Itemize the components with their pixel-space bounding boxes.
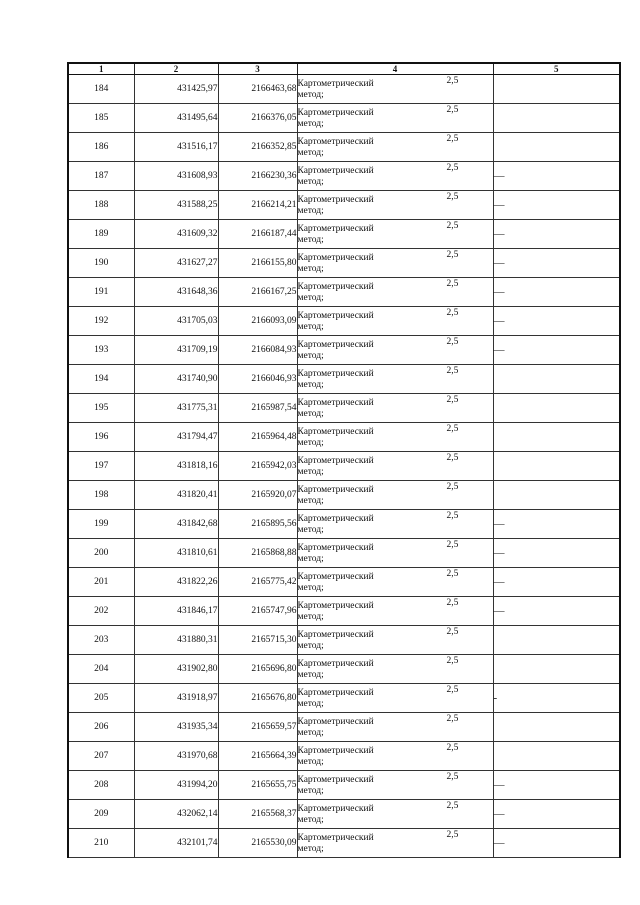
point-number-cell: 201 [68,568,134,597]
method-name: Картометрический [297,165,374,176]
method-suffix: метод; [297,553,324,564]
y-coordinate-cell: 2166230,36 [218,162,297,191]
precision-value: 2,5 [446,482,459,492]
x-coordinate-cell: 431880,31 [134,626,218,655]
precision-value: 2,5 [446,714,459,724]
y-coordinate-cell: 2166352,85 [218,133,297,162]
note-cell [493,104,620,133]
method-cell [297,539,493,568]
method-suffix: метод; [297,408,324,419]
method-name: Картометрический [297,629,374,640]
precision-value: 2,5 [446,337,459,347]
note-cell: — [493,597,620,626]
method-cell [297,568,493,597]
y-coordinate-cell: 2166463,68 [218,75,297,104]
y-coordinate-cell: 2165747,96 [218,597,297,626]
method-cell [297,510,493,539]
method-cell [297,684,493,713]
method-cell [297,829,493,858]
method-suffix: метод; [297,205,324,216]
method-suffix: метод; [297,843,324,854]
y-coordinate-cell: 2165664,39 [218,742,297,771]
method-suffix: метод; [297,495,324,506]
point-number-cell: 188 [68,191,134,220]
note-cell: — [493,568,620,597]
x-coordinate-cell: 431709,19 [134,336,218,365]
y-coordinate-cell: 2165775,42 [218,568,297,597]
precision-value: 2,5 [446,395,459,405]
y-coordinate-cell: 2165987,54 [218,394,297,423]
table-row [68,191,620,220]
note-cell: — [493,800,620,829]
method-suffix: метод; [297,611,324,622]
header-col-4: 4 [297,63,493,75]
precision-value: 2,5 [446,743,459,753]
point-number-cell: 191 [68,278,134,307]
x-coordinate-cell: 431425,97 [134,75,218,104]
y-coordinate-cell: 2165659,57 [218,713,297,742]
method-name: Картометрический [297,774,374,785]
method-cell [297,75,493,104]
y-coordinate-cell: 2165920,07 [218,481,297,510]
table-row [68,452,620,481]
method-suffix: метод; [297,321,324,332]
x-coordinate-cell: 431609,32 [134,220,218,249]
x-coordinate-cell: 431902,80 [134,655,218,684]
method-suffix: метод; [297,669,324,680]
note-cell [493,481,620,510]
precision-value: 2,5 [446,105,459,115]
table-row [68,684,620,713]
method-suffix: метод; [297,234,324,245]
x-coordinate-cell: 431994,20 [134,771,218,800]
method-name: Картометрический [297,832,374,843]
table-row [68,510,620,539]
note-cell: — [493,162,620,191]
y-coordinate-cell: 2166214,21 [218,191,297,220]
method-suffix: метод; [297,292,324,303]
method-cell [297,278,493,307]
note-cell [493,742,620,771]
point-number-cell: 200 [68,539,134,568]
table-body [68,75,620,858]
note-cell: — [493,249,620,278]
point-number-cell: 199 [68,510,134,539]
table-row [68,365,620,394]
method-cell [297,452,493,481]
method-name: Картометрический [297,571,374,582]
x-coordinate-cell: 431918,97 [134,684,218,713]
table-row [68,597,620,626]
point-number-cell: 197 [68,452,134,481]
point-number-cell: 184 [68,75,134,104]
method-name: Картометрический [297,368,374,379]
x-coordinate-cell: 431970,68 [134,742,218,771]
method-suffix: метод; [297,785,324,796]
point-number-cell: 204 [68,655,134,684]
method-cell [297,800,493,829]
note-cell [493,452,620,481]
table-row [68,626,620,655]
table-row [68,394,620,423]
point-number-cell: 202 [68,597,134,626]
method-suffix: метод; [297,524,324,535]
method-suffix: метод; [297,727,324,738]
y-coordinate-cell: 2165715,30 [218,626,297,655]
table-row [68,800,620,829]
y-coordinate-cell: 2165942,03 [218,452,297,481]
note-cell [493,423,620,452]
x-coordinate-cell: 431627,27 [134,249,218,278]
point-number-cell: 190 [68,249,134,278]
method-name: Картометрический [297,426,374,437]
method-cell [297,742,493,771]
method-suffix: метод; [297,437,324,448]
table-row [68,539,620,568]
table-row [68,75,620,104]
note-cell: — [493,220,620,249]
method-suffix: метод; [297,640,324,651]
x-coordinate-cell: 431608,93 [134,162,218,191]
method-cell [297,655,493,684]
method-name: Картометрический [297,600,374,611]
note-cell [493,713,620,742]
note-cell: — [493,510,620,539]
note-cell [493,365,620,394]
point-number-cell: 186 [68,133,134,162]
method-cell [297,104,493,133]
y-coordinate-cell: 2166155,80 [218,249,297,278]
coordinates-table [67,62,621,858]
table-row [68,423,620,452]
precision-value: 2,5 [446,424,459,434]
method-name: Картометрический [297,281,374,292]
note-cell: — [493,336,620,365]
x-coordinate-cell: 431820,41 [134,481,218,510]
method-name: Картометрический [297,658,374,669]
point-number-cell: 206 [68,713,134,742]
table-row [68,568,620,597]
point-number-cell: 185 [68,104,134,133]
x-coordinate-cell: 431516,17 [134,133,218,162]
point-number-cell: 195 [68,394,134,423]
method-cell [297,365,493,394]
x-coordinate-cell: 431822,26 [134,568,218,597]
method-cell [297,423,493,452]
method-suffix: метод; [297,350,324,361]
point-number-cell: 187 [68,162,134,191]
table-row [68,133,620,162]
x-coordinate-cell: 431935,34 [134,713,218,742]
method-cell [297,481,493,510]
table-row [68,104,620,133]
y-coordinate-cell: 2166187,44 [218,220,297,249]
header-col-3: 3 [218,63,297,75]
method-name: Картометрический [297,78,374,89]
point-number-cell: 196 [68,423,134,452]
y-coordinate-cell: 2165676,80 [218,684,297,713]
precision-value: 2,5 [446,627,459,637]
method-name: Картометрический [297,687,374,698]
method-cell [297,626,493,655]
method-name: Картометрический [297,716,374,727]
precision-value: 2,5 [446,801,459,811]
precision-value: 2,5 [446,685,459,695]
method-name: Картометрический [297,194,374,205]
point-number-cell: 194 [68,365,134,394]
note-cell: — [493,191,620,220]
point-number-cell: 209 [68,800,134,829]
header-col-2: 2 [134,63,218,75]
method-suffix: метод; [297,263,324,274]
point-number-cell: 205 [68,684,134,713]
x-coordinate-cell: 431794,47 [134,423,218,452]
table-row [68,336,620,365]
y-coordinate-cell: 2166084,93 [218,336,297,365]
table-row [68,742,620,771]
note-cell [493,655,620,684]
note-cell [493,75,620,104]
precision-value: 2,5 [446,192,459,202]
precision-value: 2,5 [446,308,459,318]
table-row [68,771,620,800]
precision-value: 2,5 [446,221,459,231]
method-cell [297,597,493,626]
point-number-cell: 207 [68,742,134,771]
note-cell: - [493,684,620,713]
note-cell: — [493,771,620,800]
method-suffix: метод; [297,756,324,767]
y-coordinate-cell: 2166167,25 [218,278,297,307]
method-suffix: метод; [297,698,324,709]
method-cell [297,307,493,336]
y-coordinate-cell: 2165964,48 [218,423,297,452]
precision-value: 2,5 [446,134,459,144]
point-number-cell: 210 [68,829,134,858]
method-suffix: метод; [297,582,324,593]
table-row [68,249,620,278]
method-name: Картометрический [297,542,374,553]
x-coordinate-cell: 431818,16 [134,452,218,481]
method-name: Картометрический [297,252,374,263]
method-name: Картометрический [297,223,374,234]
method-suffix: метод; [297,176,324,187]
method-cell [297,394,493,423]
method-cell [297,249,493,278]
x-coordinate-cell: 431810,61 [134,539,218,568]
note-cell: — [493,278,620,307]
y-coordinate-cell: 2165655,75 [218,771,297,800]
note-cell: — [493,829,620,858]
method-name: Картометрический [297,310,374,321]
header-row [68,63,620,75]
y-coordinate-cell: 2166093,09 [218,307,297,336]
method-name: Картометрический [297,513,374,524]
table-row [68,829,620,858]
x-coordinate-cell: 431648,36 [134,278,218,307]
y-coordinate-cell: 2165868,88 [218,539,297,568]
method-name: Картометрический [297,484,374,495]
precision-value: 2,5 [446,830,459,840]
note-cell: — [493,539,620,568]
method-suffix: метод; [297,118,324,129]
note-cell [493,394,620,423]
method-cell [297,771,493,800]
table-row [68,220,620,249]
point-number-cell: 208 [68,771,134,800]
note-cell [493,626,620,655]
table-row [68,278,620,307]
precision-value: 2,5 [446,656,459,666]
precision-value: 2,5 [446,250,459,260]
precision-value: 2,5 [446,598,459,608]
x-coordinate-cell: 431842,68 [134,510,218,539]
note-cell: — [493,307,620,336]
x-coordinate-cell: 432101,74 [134,829,218,858]
method-cell [297,162,493,191]
x-coordinate-cell: 431775,31 [134,394,218,423]
method-cell [297,220,493,249]
method-cell [297,133,493,162]
point-number-cell: 189 [68,220,134,249]
method-cell [297,191,493,220]
table-row [68,162,620,191]
table-header [68,63,620,75]
point-number-cell: 193 [68,336,134,365]
x-coordinate-cell: 431846,17 [134,597,218,626]
method-name: Картометрический [297,397,374,408]
point-number-cell: 203 [68,626,134,655]
method-suffix: метод; [297,89,324,100]
x-coordinate-cell: 431740,90 [134,365,218,394]
method-name: Картометрический [297,745,374,756]
table-row [68,713,620,742]
precision-value: 2,5 [446,279,459,289]
y-coordinate-cell: 2165696,80 [218,655,297,684]
precision-value: 2,5 [446,76,459,86]
method-name: Картометрический [297,803,374,814]
note-cell [493,133,620,162]
header-col-5: 5 [493,63,620,75]
y-coordinate-cell: 2166046,93 [218,365,297,394]
x-coordinate-cell: 431705,03 [134,307,218,336]
method-suffix: метод; [297,379,324,390]
y-coordinate-cell: 2166376,05 [218,104,297,133]
y-coordinate-cell: 2165530,09 [218,829,297,858]
point-number-cell: 198 [68,481,134,510]
method-suffix: метод; [297,147,324,158]
method-name: Картометрический [297,455,374,466]
precision-value: 2,5 [446,163,459,173]
header-col-1: 1 [68,63,134,75]
point-number-cell: 192 [68,307,134,336]
precision-value: 2,5 [446,772,459,782]
precision-value: 2,5 [446,366,459,376]
precision-value: 2,5 [446,511,459,521]
y-coordinate-cell: 2165568,37 [218,800,297,829]
precision-value: 2,5 [446,569,459,579]
method-suffix: метод; [297,814,324,825]
x-coordinate-cell: 431495,64 [134,104,218,133]
precision-value: 2,5 [446,453,459,463]
table-row [68,307,620,336]
method-name: Картометрический [297,136,374,147]
method-name: Картометрический [297,107,374,118]
table-row [68,655,620,684]
x-coordinate-cell: 432062,14 [134,800,218,829]
method-cell [297,336,493,365]
method-suffix: метод; [297,466,324,477]
y-coordinate-cell: 2165895,56 [218,510,297,539]
table-row [68,481,620,510]
x-coordinate-cell: 431588,25 [134,191,218,220]
precision-value: 2,5 [446,540,459,550]
method-cell [297,713,493,742]
method-name: Картометрический [297,339,374,350]
